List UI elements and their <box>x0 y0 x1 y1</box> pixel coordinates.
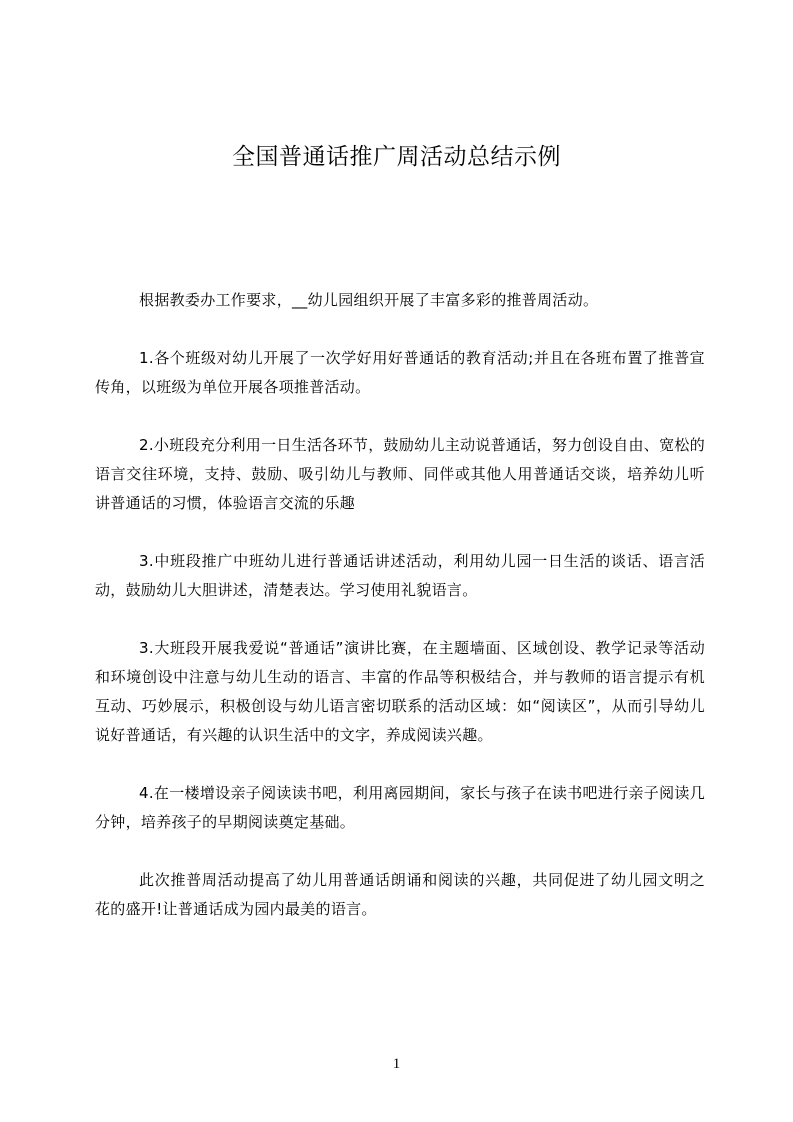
item-3-senior-class-paragraph: 3.大班段开展我爱说“普通话”演讲比赛，在主题墙面、区域创设、教学记录等活动和环境创设中注意与幼儿生动的语言、丰富的作品等积极结合，并与教师的语言提示有机互动、巧妙展示，积极创设与幼儿语言密切联系的活动区域：如“阅读区”，从而引导幼儿说好普通话，有兴趣的认识生活中的文字，养成阅读兴趣。 <box>95 639 705 744</box>
item-1-paragraph: 1.各个班级对幼儿开展了一次学好用好普通话的教育活动;并且在各班布置了推普宣传角，以班级为单位开展各项推普活动。 <box>95 349 705 396</box>
item-4-paragraph: 4.在一楼增设亲子阅读读书吧，利用离园期间，家长与孩子在读书吧进行亲子阅读几分钟，培养孩子的早期阅读奠定基础。 <box>95 784 705 831</box>
document-title: 全国普通话推广周活动总结示例 <box>232 144 561 170</box>
conclusion-paragraph: 此次推普周活动提高了幼儿用普通话朗诵和阅读的兴趣，共同促进了幼儿园文明之花的盛开!让普通话成为园内最美的语言。 <box>95 871 705 918</box>
page-number: 1 <box>392 1056 401 1072</box>
document-body <box>95 286 705 953</box>
intro-paragraph: 根据教委办工作要求，__幼儿园组织开展了丰富多彩的推普周活动。 <box>139 291 599 309</box>
item-2-paragraph: 2.小班段充分利用一日生活各环节，鼓励幼儿主动说普通话，努力创设自由、宽松的语言交往环境，支持、鼓励、吸引幼儿与教师、同伴或其他人用普通话交谈，培养幼儿听讲普通话的习惯，体验语言交流的乐趣 <box>95 436 705 512</box>
item-3-middle-class-paragraph: 3.中班段推广中班幼儿进行普通话讲述活动，利用幼儿园一日生活的谈话、语言活动，鼓励幼儿大胆讲述，清楚表达。学习使用礼貌语言。 <box>95 552 705 599</box>
